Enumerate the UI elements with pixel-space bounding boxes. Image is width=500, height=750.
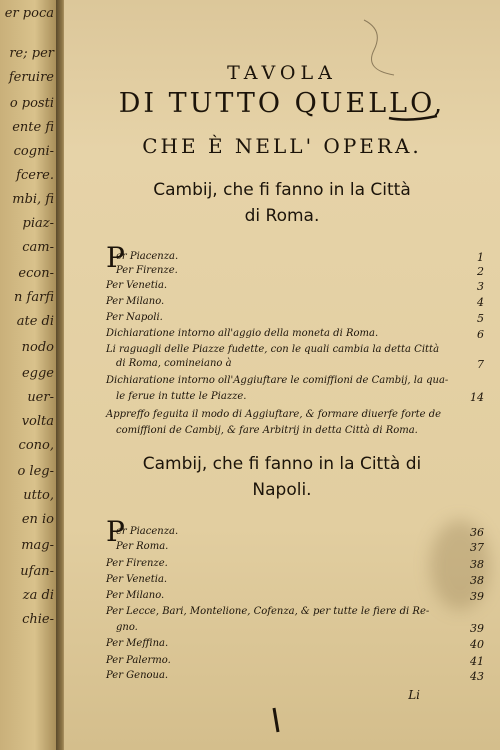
entry-page: 37 — [470, 541, 484, 554]
entry-page: 41 — [470, 655, 484, 668]
entry-label: er Piacenza. — [116, 251, 179, 262]
left-page-line: egge — [21, 366, 54, 381]
toc-entry — [106, 391, 484, 407]
entry-page: 43 — [470, 670, 484, 683]
entry-label: Per Firenze. — [116, 265, 178, 276]
left-page-line: cono, — [18, 438, 54, 453]
left-page-fragment — [0, 0, 58, 750]
entry-label: comiffioni de Cambij, & fare Arbitrij in detta Città di Roma. — [116, 425, 418, 436]
entry-page: 39 — [470, 590, 484, 603]
entry-label: Per Meffina. — [106, 638, 169, 649]
entry-page: 4 — [477, 296, 484, 309]
section-heading-napoli-1: Cambij, che fi fanno in la Città di — [142, 454, 422, 474]
toc-entry — [106, 425, 484, 441]
toc-entry — [106, 328, 484, 344]
left-page-line: er poca — [4, 6, 54, 21]
entry-label: Per Roma. — [116, 541, 169, 552]
left-page-line: ente fi — [12, 120, 54, 135]
entry-label: Per Firenze. — [106, 558, 168, 569]
entry-label: Dichiaratione intorno oll'Aggiuftare le comiffioni de Cambij, la qua- — [106, 375, 449, 386]
left-page-line: ufan- — [20, 564, 54, 579]
left-page-line: re; per — [9, 46, 54, 61]
toc-entry — [106, 541, 484, 557]
toc-entry — [106, 265, 484, 281]
right-page — [64, 0, 500, 750]
entry-label: le ferue in tutte le Piazze. — [116, 391, 247, 402]
entry-page: 38 — [470, 574, 484, 587]
toc-entry — [106, 358, 484, 374]
left-page-line: mbi, fi — [12, 192, 54, 207]
entry-label: Appreffo feguita il modo di Aggiuftare, & formare diuerfe forte de — [106, 409, 442, 420]
left-page-line: o posti — [9, 96, 54, 111]
left-page-line: en io — [21, 512, 54, 527]
toc-entry — [106, 670, 484, 686]
entry-page: 5 — [477, 312, 484, 325]
section-heading-napoli-2: Napoli. — [252, 480, 312, 500]
left-page-line: fcere. — [16, 168, 54, 183]
entry-label: Per Milano. — [106, 296, 165, 307]
entry-label: Per Lecce, Bari, Montelione, Cofenza, & per tutte le fiere di Re- — [106, 606, 430, 617]
toc-entry — [106, 280, 484, 296]
left-page-line: econ- — [18, 266, 54, 281]
entry-page: 39 — [470, 622, 484, 635]
entry-label: Li raguagli delle Piazze fudette, con le quali cambia la detta Città — [106, 344, 440, 355]
toc-entry — [106, 526, 484, 542]
left-page-line: za di — [22, 588, 54, 603]
section-heading-roma-1: Cambij, che fi fanno in la Città — [153, 180, 411, 200]
entry-page: 7 — [477, 358, 484, 371]
toc-entry — [106, 622, 484, 638]
left-page-line: cogni- — [13, 144, 54, 159]
left-page-line: ate di — [16, 314, 54, 329]
entry-label: Dichiaratione intorno all'aggio della moneta di Roma. — [106, 328, 379, 339]
title-line-1: TAVOLA — [227, 62, 337, 84]
toc-entry — [106, 574, 484, 590]
entry-label: Per Napoli. — [106, 312, 163, 323]
entry-label: gno. — [116, 622, 138, 633]
entry-page: 14 — [470, 391, 484, 404]
left-page-line: n farfi — [14, 290, 54, 305]
left-page-line: chie- — [22, 612, 54, 627]
left-page-line: utto, — [23, 488, 54, 503]
entry-label: Per Palermo. — [106, 655, 171, 666]
entry-page: 2 — [477, 265, 484, 278]
entry-label: Per Venetia. — [106, 280, 168, 291]
toc-entry — [106, 409, 484, 425]
entry-page: 36 — [470, 526, 484, 539]
left-page-line: cam- — [22, 240, 54, 255]
left-page-line: nodo — [21, 340, 54, 355]
left-page-line: o leg- — [17, 464, 54, 479]
title-line-2: DI TUTTO QUELLO, — [118, 88, 446, 119]
entry-page: 40 — [470, 638, 484, 651]
entry-label: Per Milano. — [106, 590, 165, 601]
drop-cap: P — [106, 515, 125, 548]
toc-entry — [106, 375, 484, 391]
title-line-3: CHE È NELL' OPERA. — [142, 134, 422, 158]
left-page-line: mag- — [21, 538, 54, 553]
entry-page: 38 — [470, 558, 484, 571]
entry-label: di Roma, comineiano à — [116, 358, 232, 369]
toc-entry — [106, 590, 484, 606]
toc-entry — [106, 638, 484, 654]
entry-label: er Piacenza. — [116, 526, 179, 537]
catchword: Li — [408, 688, 420, 702]
drop-cap: P — [106, 241, 125, 274]
entry-page: 6 — [477, 328, 484, 341]
left-page-line: volta — [21, 414, 54, 429]
toc-entry — [106, 312, 484, 328]
toc-entry — [106, 606, 484, 622]
entry-page: 1 — [477, 251, 484, 264]
entry-label: Per Venetia. — [106, 574, 168, 585]
left-page-line: piaz- — [22, 216, 54, 231]
toc-entry — [106, 655, 484, 671]
entry-label: Per Genoua. — [106, 670, 169, 681]
entry-page: 3 — [477, 280, 484, 293]
left-page-line: feruire — [8, 70, 54, 85]
toc-entry — [106, 296, 484, 312]
section-heading-roma-2: di Roma. — [244, 206, 320, 226]
left-page-line: uer- — [27, 390, 54, 405]
toc-entry — [106, 558, 484, 574]
